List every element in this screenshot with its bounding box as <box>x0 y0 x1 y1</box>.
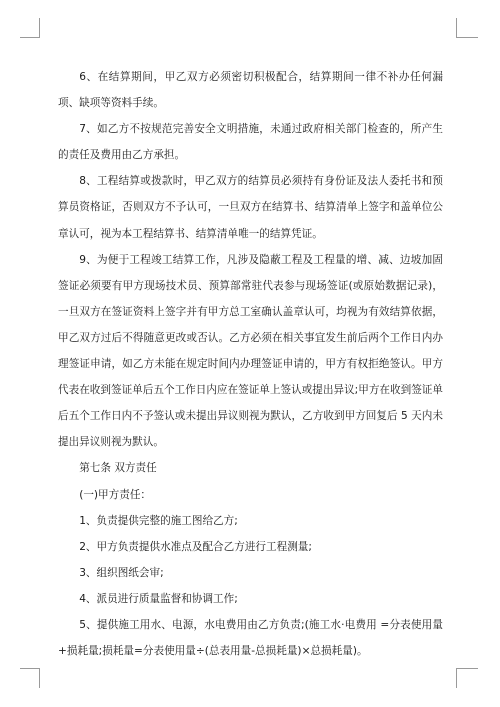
crop-mark-top-right <box>456 18 457 38</box>
list-item-3: 3、组织图纸会审; <box>79 566 164 579</box>
document-body <box>58 64 443 664</box>
list-item-4: 4、派员进行质量监督和协调工作; <box>79 592 238 605</box>
crop-mark-bottom-left <box>39 668 40 688</box>
crop-mark-top-right <box>456 37 478 38</box>
paragraph-clause-9: 9、为便于工程竣工结算工作，凡涉及隐蔽工程及工程量的增、减、边坡加固签证必须要有甲方现场技术员、预算部常驻代表参与现场签证(或原始数据记录)，一旦双方在签证资料上签字并有甲方总工室确认盖章认可，均视为有效结算依据，甲乙双方过后不得随意更改或否认。乙方必须在相关事宜发生前后两个工作日内办理签证申请，如乙方未能在规定时间内办理签证申请的，甲方有权拒绝签认。甲方代表在收到签证单后五个工作日内应在签证单上签认或提出异议;甲方在收到签证单后五个工作日内不予签认或未提出异议则视为默认，乙方收到甲方回复后 5 天内未提出异议则视为默认。 <box>58 253 443 449</box>
paragraph-clause-7: 7、如乙方不按规范完善安全文明措施，未通过政府相关部门检查的，所产生的责任及费用由乙方承担。 <box>58 123 443 162</box>
crop-mark-top-left <box>39 18 40 38</box>
list-item-1: 1、负责提供完整的施工图给乙方; <box>79 514 238 527</box>
subsection-heading-party-a: (一)甲方责任： <box>79 488 152 501</box>
list-item-2: 2、甲方负责提供水准点及配合乙方进行工程测量; <box>79 540 312 553</box>
crop-mark-bottom-right <box>456 668 478 669</box>
crop-mark-bottom-right <box>456 668 457 688</box>
crop-mark-top-left <box>20 37 40 38</box>
paragraph-clause-8: 8、工程结算或拨款时，甲乙双方的结算员必须持有身份证及法人委托书和预算员资格证，否则双方不予认可，一旦双方在结算书、结算清单上签字和盖单位公章认可，视为本工程结算书、结算清单唯一的结算凭证。 <box>58 175 443 240</box>
crop-mark-bottom-left <box>20 668 40 669</box>
list-item-5: 5、提供施工用水、电源，水电费用由乙方负责;(施工水·电费用 =分表使用量+损耗量;损耗量=分表使用量÷(总表用量-总损耗量)×总损耗量)。 <box>58 618 443 658</box>
section-heading-article-7: 第七条 双方责任 <box>79 462 157 475</box>
paragraph-clause-6: 6、在结算期间，甲乙双方必须密切积极配合，结算期间一律不补办任何漏项、缺项等资料手续。 <box>58 71 443 110</box>
